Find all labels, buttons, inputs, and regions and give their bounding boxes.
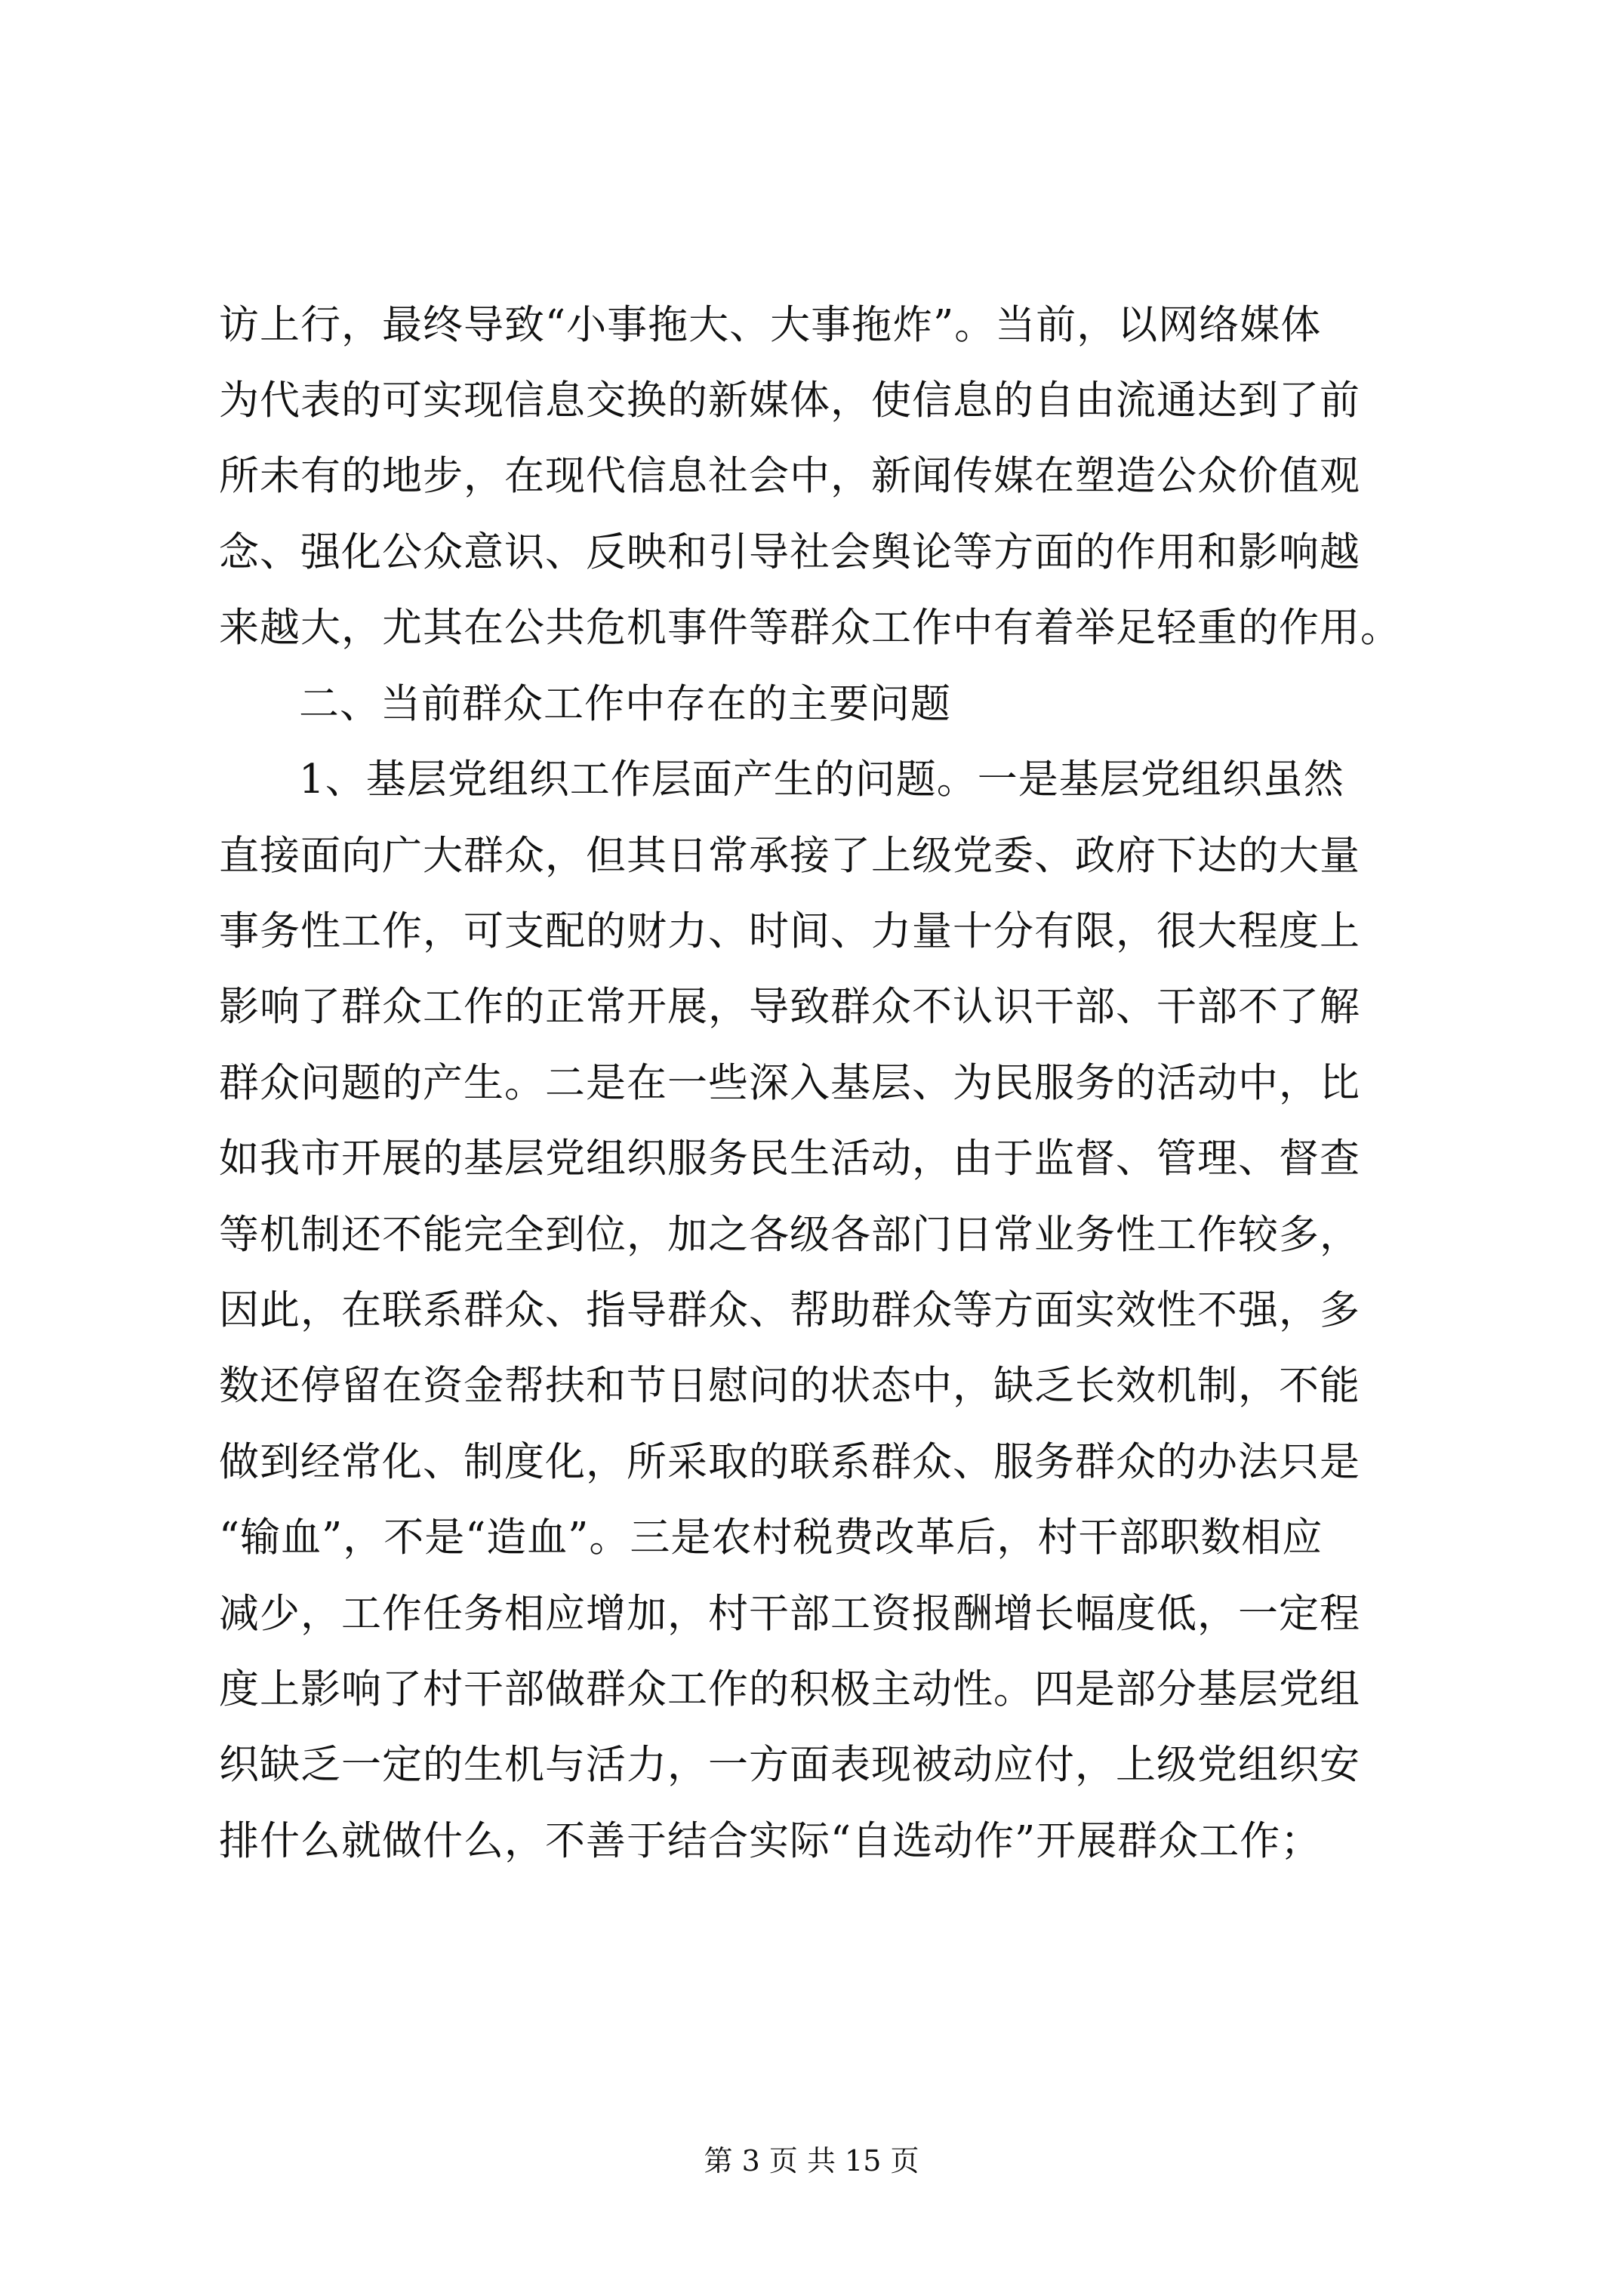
text-line: 访上行，最终导致“小事拖大、大事拖炸”。当前，以网络媒体 — [219, 302, 1322, 348]
section-heading: 二、当前群众工作中存在的主要问题 — [299, 681, 951, 727]
text-line: 减少，工作任务相应增加，村干部工资报酬增长幅度低，一定程 — [219, 1591, 1360, 1637]
text-line: 做到经常化、制度化，所采取的联系群众、服务群众的办法只是 — [219, 1439, 1360, 1485]
text-line: 数还停留在资金帮扶和节日慰问的状态中，缺乏长效机制，不能 — [219, 1363, 1360, 1409]
text-line: 来越大，尤其在公共危机事件等群众工作中有着举足轻重的作用。 — [219, 605, 1401, 651]
text-line: 群众问题的产生。二是在一些深入基层、为民服务的活动中，比 — [219, 1060, 1360, 1106]
page-number-footer: 第 3 页 共 15 页 — [704, 2144, 919, 2177]
text-line: 念、强化公众意识、反映和引导社会舆论等方面的作用和影响越 — [219, 529, 1360, 575]
text-line: 等机制还不能完全到位，加之各级各部门日常业务性工作较多， — [219, 1212, 1360, 1258]
text-line: 如我市开展的基层党组织服务民生活动，由于监督、管理、督查 — [219, 1136, 1360, 1182]
text-line: 为代表的可实现信息交换的新媒体，使信息的自由流通达到了前 — [219, 378, 1360, 424]
text-line: 影响了群众工作的正常开展，导致群众不认识干部、干部不了解 — [219, 984, 1360, 1030]
text-line: “输血”，不是“造血”。三是农村税费改革后，村干部职数相应 — [219, 1515, 1323, 1561]
text-line: 度上影响了村干部做群众工作的积极主动性。四是部分基层党组 — [219, 1666, 1360, 1712]
text-line: 直接面向广大群众，但其日常承接了上级党委、政府下达的大量 — [219, 833, 1360, 879]
text-line: 织缺乏一定的生机与活力，一方面表现被动应付，上级党组织安 — [219, 1742, 1360, 1788]
text-line: 所未有的地步，在现代信息社会中，新闻传媒在塑造公众价值观 — [219, 453, 1360, 499]
text-line: 1、基层党组织工作层面产生的问题。一是基层党组织虽然 — [299, 757, 1344, 803]
text-line: 事务性工作，可支配的财力、时间、力量十分有限，很大程度上 — [219, 908, 1360, 954]
text-line: 因此，在联系群众、指导群众、帮助群众等方面实效性不强，多 — [219, 1287, 1360, 1333]
text-line: 排什么就做什么，不善于结合实际“自选动作”开展群众工作； — [219, 1818, 1322, 1864]
